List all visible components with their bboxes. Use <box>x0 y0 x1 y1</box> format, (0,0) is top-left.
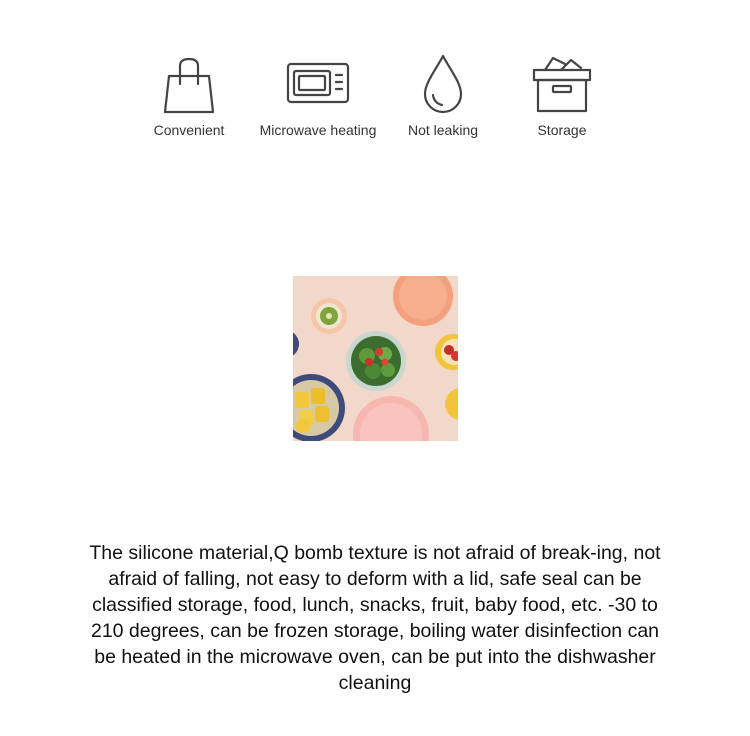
water-drop-icon <box>408 52 478 116</box>
shopping-bag-icon <box>154 52 224 116</box>
product-photo <box>293 276 458 441</box>
storage-box-icon <box>527 52 597 116</box>
feature-label: Microwave heating <box>259 122 377 138</box>
product-description: The silicone material,Q bomb texture is not afraid of break-ing, not afraid of falling, not easy to deform with a lid, safe seal can be classified storage, food, lunch, snacks, fruit, baby food, etc. -30 to 210 degrees, can be frozen storage, boiling water disinfection can be heated in the microwave oven, can be put into the dishwasher cleaning <box>89 542 661 694</box>
feature-label: Not leaking <box>407 122 479 138</box>
feature-label: Convenient <box>153 122 225 138</box>
microwave-icon <box>283 52 353 116</box>
feature-convenient <box>114 52 264 138</box>
feature-storage <box>487 52 637 138</box>
feature-label: Storage <box>537 122 587 138</box>
